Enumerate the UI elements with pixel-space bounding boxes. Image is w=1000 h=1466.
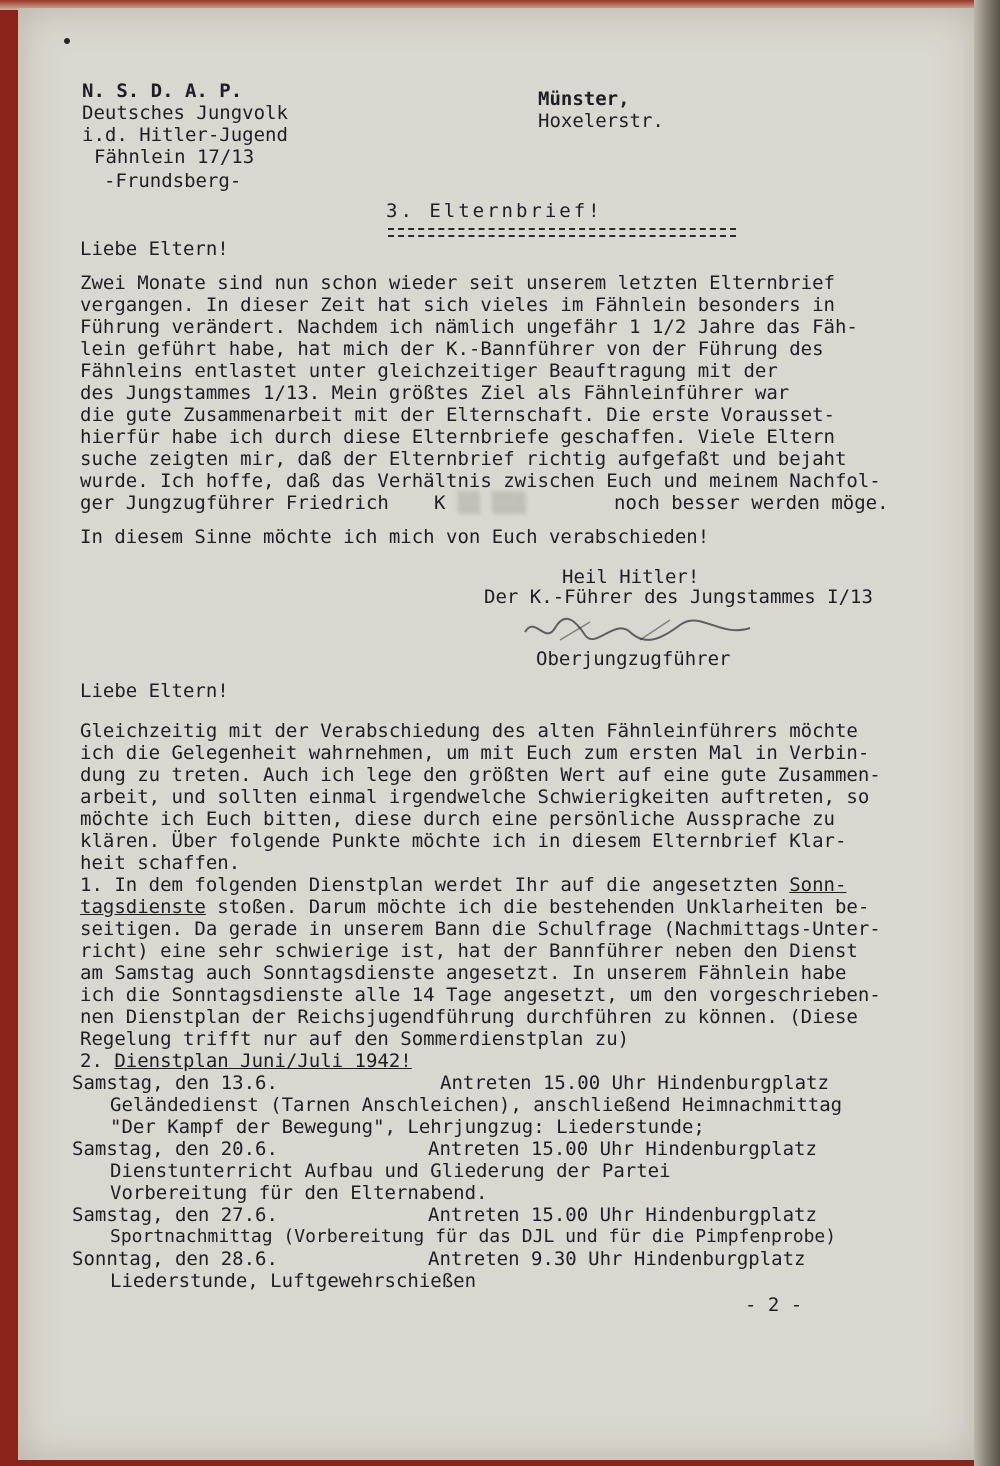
schedule-time: Antreten 9.30 Uhr Hindenburgplatz — [428, 1248, 806, 1270]
paragraph-line: Gleichzeitig mit der Verabschiedung des alten Fähnleinführers möchte — [80, 720, 858, 742]
paragraph-line: vergangen. In dieser Zeit hat sich vieles im Fähnlein besonders in — [80, 294, 835, 316]
paragraph-line: ich die Gelegenheit wahrnehmen, um mit Euch zum ersten Mal in Verbin- — [80, 742, 870, 764]
salutation-2: Liebe Eltern! — [80, 680, 229, 702]
signer-title: Der K.-Führer des Jungstammes I/13 — [484, 586, 873, 608]
redacted-name: ░░ ░░░ — [458, 492, 527, 514]
paragraph-line: Führung verändert. Nachdem ich nämlich ungefähr 1 1/2 Jahre das Fäh- — [80, 316, 858, 338]
redacted-name-initial: K — [434, 492, 446, 514]
paragraph-line: möchte ich Euch bitten, diese durch eine persönliche Aussprache zu — [80, 808, 835, 830]
paragraph-line: arbeit, und sollten einmal irgendwelche Schwierigkeiten auftreten, so — [80, 786, 870, 808]
point-1-line: ich die Sonntagsdienste alle 14 Tage angesetzt, um den vorgeschrieben- — [80, 984, 881, 1006]
greeting: Heil Hitler! — [562, 566, 700, 588]
schedule-date: Samstag, den 27.6. — [72, 1204, 278, 1226]
schedule-time: Antreten 15.00 Uhr Hindenburgplatz — [428, 1204, 817, 1226]
paragraph-line: ger Jungzugführer Friedrich — [80, 492, 389, 514]
schedule-date: Sonntag, den 28.6. — [72, 1248, 278, 1270]
point-1-line — [80, 874, 846, 896]
closing-line: In diesem Sinne möchte ich mich von Euch verabschieden! — [80, 526, 710, 548]
paragraph-line: lein geführt habe, hat mich der K.-Bannführer von der Führung des — [80, 338, 824, 360]
point-1-text: 1. In dem folgenden Dienstplan werdet Ihr auf die angesetzten — [80, 874, 790, 896]
paragraph-line: heit schaffen. — [80, 852, 241, 874]
org-line-3: i.d. Hitler-Jugend — [82, 124, 288, 146]
point-1-line: Regelung trifft nur auf den Sommerdienstplan zu) — [80, 1028, 630, 1050]
point-1-text: stoßen. Darum möchte ich die bestehenden Unklarheiten be- — [205, 896, 870, 918]
point-2-heading — [80, 1050, 412, 1072]
salutation: Liebe Eltern! — [80, 238, 229, 260]
point-1-line: am Samstag auch Sonntagsdienste angesetzt. In unserem Fähnlein habe — [80, 962, 847, 984]
schedule-detail: Liederstunde, Luftgewehrschießen — [110, 1270, 477, 1292]
paragraph-line: Fähnleins entlastet unter gleichzeitiger Beauftragung mit der — [80, 360, 778, 382]
paragraph-line: noch besser werden möge. — [614, 492, 889, 514]
point-1-line: nen Dienstplan der Reichsjugendführung durchführen zu können. (Diese — [80, 1006, 858, 1028]
title-underline — [388, 228, 736, 237]
paragraph-line: des Jungstammes 1/13. Mein größtes Ziel als Fähnleinführer war — [80, 382, 790, 404]
org-line-5: -Frundsberg- — [104, 170, 242, 192]
org-line-4: Fähnlein 17/13 — [94, 146, 255, 168]
schedule-date: Samstag, den 13.6. — [72, 1072, 278, 1094]
paragraph-line: die gute Zusammenarbeit mit der Elternschaft. Die erste Vorausset- — [80, 404, 835, 426]
schedule-detail: "Der Kampf der Bewegung", Lehrjungzug: Liederstunde; — [110, 1116, 705, 1138]
schedule-time: Antreten 15.00 Uhr Hindenburgplatz — [428, 1138, 817, 1160]
point-2-number: 2. — [80, 1050, 115, 1072]
point-2-title: Dienstplan Juni/Juli 1942! — [114, 1050, 412, 1072]
place-date: Münster, — [538, 88, 630, 110]
paragraph-line: Zwei Monate sind nun schon wieder seit unserem letzten Elternbrief — [80, 272, 835, 294]
address: Hoxelerstr. — [538, 110, 664, 132]
org-name: N. S. D. A. P. — [82, 80, 243, 102]
schedule-detail: Sportnachmittag (Vorbereitung für das DJL und für die Pimpfenprobe) — [110, 1226, 837, 1247]
paragraph-line: klären. Über folgende Punkte möchte ich in diesem Elternbrief Klar- — [80, 830, 847, 852]
schedule-time: Antreten 15.00 Uhr Hindenburgplatz — [440, 1072, 829, 1094]
schedule-detail: Vorbereitung für den Elternabend. — [110, 1182, 488, 1204]
point-1-line: seitigen. Da gerade in unserem Bann die Schulfrage (Nachmittags-Unter- — [80, 918, 881, 940]
paragraph-line: dung zu treten. Auch ich lege den größten Wert auf eine gute Zusammen- — [80, 764, 881, 786]
point-1-underlined: tagsdienste — [80, 896, 206, 918]
schedule-detail: Geländedienst (Tarnen Anschleichen), anschließend Heimnachmittag — [110, 1094, 843, 1116]
paragraph-line: hierfür habe ich durch diese Elternbriefe geschaffen. Viele Eltern — [80, 426, 835, 448]
org-line-2: Deutsches Jungvolk — [82, 102, 288, 124]
signature-scrawl — [520, 610, 780, 650]
point-1-line — [80, 896, 869, 918]
paragraph-line: wurde. Ich hoffe, daß das Verhältnis zwischen Euch und meinem Nachfol- — [80, 470, 881, 492]
signer-rank: Oberjungzugführer — [536, 648, 731, 670]
page-number: - 2 - — [745, 1294, 803, 1316]
point-1-line: richt) eine sehr schwierige ist, hat der Bannführer neben den Dienst — [80, 940, 858, 962]
schedule-date: Samstag, den 20.6. — [72, 1138, 278, 1160]
letter-title: 3. Elternbrief! — [386, 200, 603, 222]
point-1-underlined: Sonn- — [789, 874, 847, 896]
paragraph-line: suche zeigten mir, daß der Elternbrief richtig aufgefaßt und bejaht — [80, 448, 847, 470]
schedule-detail: Dienstunterricht Aufbau und Gliederung der Partei — [110, 1160, 671, 1182]
